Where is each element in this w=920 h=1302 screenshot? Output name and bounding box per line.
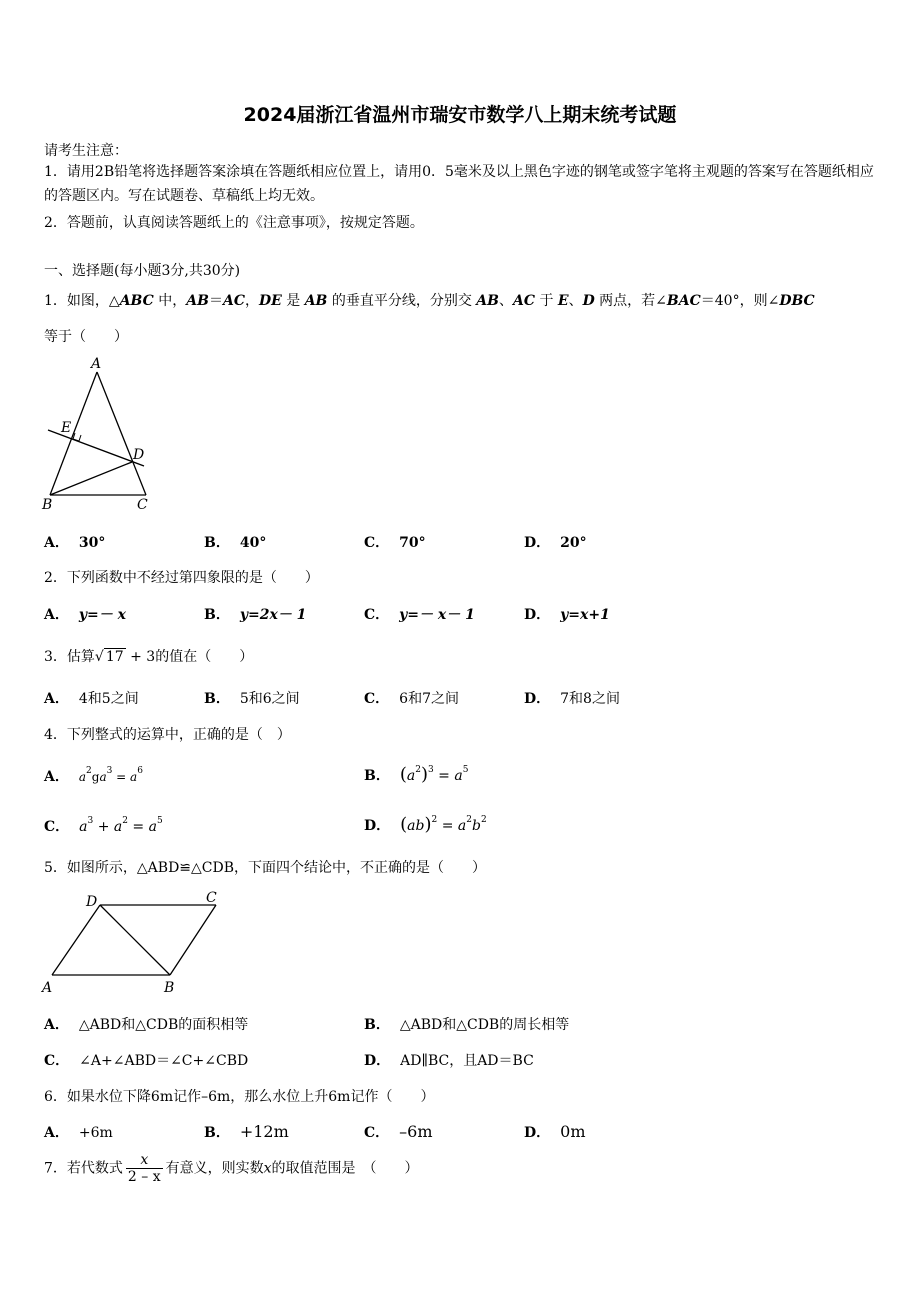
question-4-stem: 4．下列整式的运算中，正确的是（ ）	[44, 727, 291, 743]
question-1-option-c[interactable]: C． 70°	[364, 535, 426, 551]
notice-item-1: 1．请用2B铅笔将选择题答案涂填在答题纸相应位置上，请用0．5毫米及以上黑色字迹的钢笔或签字笔将主观题的答案写在答题纸相应的答题区内。写在试题卷、草稿纸上均无效。	[44, 164, 874, 204]
question-6-option-a[interactable]: A． +6m	[44, 1125, 113, 1141]
question-2-stem: 2．下列函数中不经过第四象限的是（ ）	[44, 570, 319, 586]
question-1-figure	[40, 355, 170, 515]
question-1-stem-end: 等于（ ）	[44, 329, 128, 345]
fig1-label-e: E	[61, 420, 72, 436]
question-1-stem: 1．如图，△ABC 中，AB＝AC，DE 是 AB 的垂直平分线，分别交 AB、AC 于 E、D 两点，若∠BAC＝40°，则∠DBC	[44, 293, 815, 309]
fig5-label-a: A	[42, 980, 53, 996]
right-angle-mark	[73, 433, 81, 441]
question-3-option-b[interactable]: B． 5和6之间	[204, 691, 300, 707]
segment-ac	[97, 372, 146, 495]
question-3-option-a[interactable]: A． 4和5之间	[44, 691, 139, 707]
segment-bd	[50, 462, 132, 495]
question-1-option-a[interactable]: A． 30°	[44, 535, 106, 551]
question-5-option-a[interactable]: A． △ABD和△CDB的面积相等	[44, 1017, 249, 1033]
notice-heading: 请考生注意：	[44, 143, 128, 159]
fig5-label-c: C	[206, 890, 217, 906]
question-5-option-c[interactable]: C． ∠A+∠ABD＝∠C+∠CBD	[44, 1053, 249, 1069]
question-1-option-b[interactable]: B． 40°	[204, 535, 267, 551]
sqrt-sign: √	[94, 649, 104, 665]
question-6-option-c[interactable]: C． –6m	[364, 1122, 433, 1141]
question-2-option-c[interactable]: C． y=－ x－ 1	[364, 607, 475, 623]
question-1-option-d[interactable]: D． 20°	[524, 535, 587, 551]
fig1-label-c: C	[137, 497, 148, 513]
question-3-option-c[interactable]: C． 6和7之间	[364, 691, 459, 707]
question-2-option-b[interactable]: B． y=2x－ 1	[204, 607, 307, 623]
notice-item-2: 2．答题前，认真阅读答题纸上的《注意事项》，按规定答题。	[44, 215, 424, 231]
question-5-option-b[interactable]: B． △ABD和△CDB的周长相等	[364, 1017, 570, 1033]
question-5-option-d[interactable]: D． AD∥BC，且AD＝BC	[364, 1053, 534, 1069]
segment-db	[100, 905, 170, 975]
question-4-option-c[interactable]: C． $a^3 + a^2 = a^5$	[44, 816, 163, 835]
question-3-option-d[interactable]: D． 7和8之间	[524, 691, 620, 707]
fig1-label-b: B	[42, 497, 53, 513]
question-4-option-a[interactable]: A． $a^2ga^3 = a^6$	[44, 766, 143, 785]
question-5-stem: 5．如图所示，△ABD≌△CDB，下面四个结论中，不正确的是（ ）	[44, 860, 487, 876]
fig5-label-d: D	[86, 894, 98, 910]
radicand: 17	[105, 649, 124, 665]
question-6-option-b[interactable]: B． +12m	[204, 1122, 289, 1141]
question-4-option-b[interactable]: B． $(a^2)^3 = a^5$	[364, 764, 469, 785]
fraction: $\frac{x}{2 - x}$	[127, 1152, 161, 1185]
fig1-label-a: A	[91, 356, 102, 372]
question-5-figure	[40, 886, 230, 998]
question-7-stem: 7．若代数式 $\frac{x}{2 - x}$ 有意义，则实数x的取值范围是 （ ）	[44, 1152, 419, 1185]
section-heading: 一、选择题(每小题3分,共30分)	[44, 263, 241, 279]
question-3-stem: 3．估算√ 17 + 3的值在（ ）	[44, 649, 254, 665]
segment-ad	[52, 905, 100, 975]
segment-bc	[170, 905, 216, 975]
question-4-option-d[interactable]: D． $(ab)^2 = a^2b^2$	[364, 814, 487, 835]
question-2-option-a[interactable]: A． y=－ x	[44, 607, 126, 623]
page-title: 2024届浙江省温州市瑞安市数学八上期末统考试题	[243, 104, 677, 126]
question-6-stem: 6．如果水位下降6m记作–6m，那么水位上升6m记作（ ）	[44, 1089, 435, 1105]
fig1-label-d: D	[133, 447, 145, 463]
fig5-label-b: B	[164, 980, 175, 996]
question-2-option-d[interactable]: D． y=x+1	[524, 607, 610, 623]
question-6-option-d[interactable]: D． 0m	[524, 1122, 586, 1141]
